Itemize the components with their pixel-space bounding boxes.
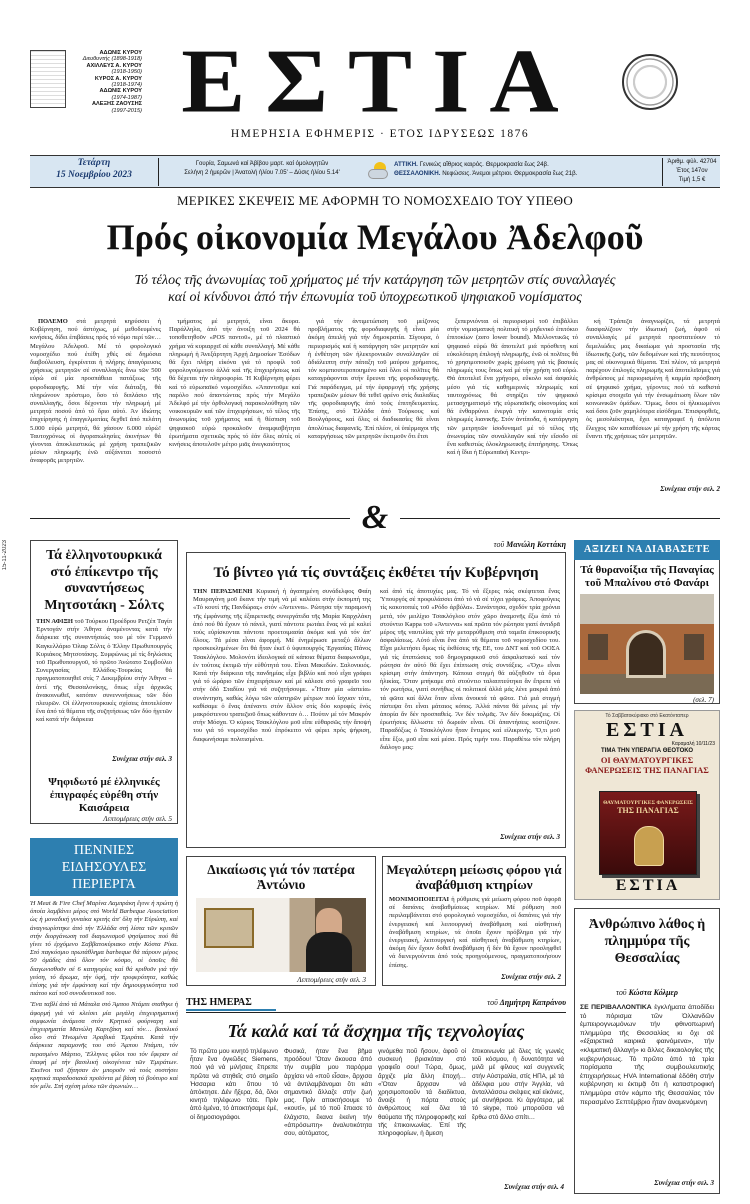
promo-book-title2: ΤΗΣ ΠΑΝΑΓΙΑΣ [617,806,679,815]
bottom-col-4: ἐπικοινωνία μέ ὅλες τίς γωνιές τοῦ κόσμου, ἡ δυνατότητα νά μιλᾶ μέ φίλους καί συγγενεῖς στήν Αὐστραλία, στίς ΗΠΑ, μέ τά ἀδέλφια μου στήν Άγγλία, νά ἀνταλλάσσω σκέψεις καί εἰκόνες, μέ συνήθρισα. Κι ἀργότερα, μέ τό skype, πού μποροῦσα νά ἔρθω στό ἄλλο σπίτι… [472,1048,564,1121]
left1-lead: ΤΗΝ ΑΦΙΞΗ [36,618,73,625]
bottom-section-label: ΤΗΣ ΗΜΕΡΑΣ [186,996,276,1011]
main-headline: Πρός οἰκονομία Μεγάλου Ἀδελφοῦ [106,217,644,257]
info-issue [664,158,720,185]
weather2-label: ΘΕΣΣΑΛΟΝΙΚΗ. [394,170,441,177]
main-col2-text: τμήματος μέ μετρητά, εἶναι ἄκυρα. Παράλληλα, ἀπό τήν ἀνοιξη τοῦ 2024 θά τοποθετηθοῦν «POS παντοῦ», μέ τό πλαστικό χρήμα νά κυριαρχεῖ σέ κάθε συναλλαγή. Μέ κάθε πληρωμή ἡ Άνεξάρτητη Άρχή Δημοσίων Έσόδων θά ἔχει πλήρη εἰκόνα γιά τό προφίλ τοῦ φορολογούμενου ἀλλά καί τῆς ἐπιχειρήσεως καί θά δέχεται τήν πληροφορία. Ἡ Κυβέρνηση φέρει καί τό εὐρωπαϊκό νομοσχέδιο. «Ἀπαντοῦμε καί παρόλο πού ἀπαντώντας πρός τήν Μεγάλο Ἀδελφό μέ τήν ὀρθολογική παρακολούθηση τῶν νοικοκυριῶν καί τῶν ἐπιχειρήσεων, τό τέλος τῆς ἀνωνυμίας τοῦ χρήματος καί ἡ θέσπιση τοῦ ψηφιακοῦ εὐρώ προκαλοῦν ἀναμφισβήτητα ἐρωτήματα σχετικῶς πρός τό ἐάν ὅλες αὐτές οἱ κινήσεις ἀποτελοῦν μέτρο μιᾶς ἀνεγκαιότητος [169,318,300,449]
founder-4-years: (1974-1987) [111,94,142,101]
founder-4: ΑΔΩΝΙΣ ΚΥΡΟΥ [99,88,142,95]
priest-photo [196,898,366,972]
left1-headline: Τά ἑλληνοτουρκικά στό ἐπίκεντρο τῆς συναντήσεως Μητσοτάκη - Σόλτς [44,548,164,613]
sun-text: Σελήνη 2 ἡμερῶν | Άνατολή ἡλίου 7.05' – Δύσις ἡλίου 5.14' [184,170,340,176]
center3-headline: Μεγαλύτερη μείωσις φόρου γιά ἀναβάθμιση κτηρίων [386,862,562,892]
right1-headline: Τά θυρανοίξια τῆς Παναγίας τοῦ Μπαλίνου στό Φανάρι [580,564,714,589]
main-col3-text: γιά τήν ἀντιμετώπιση τοῦ μείζονος προβλήματος τῆς φοροδιαφυγῆς ἤ εἶναι μία ἀκόμη ἀπειλή γιά τήν δημοκρατία. Σίγουρα, ὁ περιορισμός καί ἡ κατάργηση τῶν μετρητῶν καί ἡ ἐνθέτηση τῶν ἠλεκτρονικῶν συναλλαγῶν σέ ἀδιάλειπτη στήν πάταξη τοῦ μαύρου χρήματος, τόν κομπιουτεροποιημένο καί ὅλοι οἱ πολῖτες θά καταγράφονται στήν ἔρευνα τῆς φοροδιαφυγῆς. Γιά παράδειγμα, μέ τήν ἐφαρμογή τῆς χρήσης τραπεζικῶν μέσων θά τεθεῖ φρένο στίς διαλαδίες τῆς φοροδιαφυγῆς ἀπό τούς ἐπιτηδευματίες. Ἐπίσης, στό Ἐλλάδα ἀπό Τούρκους καί Βουλγάρους, καί ὅλες οἱ διαδικασίες θά εἶναι ἀπολύτως διαφανεῖς. Ἐπί πλέον, οἱ ὑπέρμαχοι τῆς καταργήσεως τῶν μετρητῶν ἐκτιμοῦν ὅτι ἔτσι [308,318,439,440]
right1-section-label: ΑΞΙΖΕΙ ΝΑ ΔΙΑΒΑΣΕΤΕ [574,540,720,560]
masthead-seal-icon [622,54,678,110]
center1-byline [186,540,566,549]
bottom-continue-link[interactable]: Συνέχεια στήν σελ. 4 [504,1183,564,1191]
center3-continue-link[interactable]: Συνέχεια στήν σελ. 2 [501,973,561,981]
info-date [34,157,154,181]
left1-text: τοῦ Τούρκου Προέδρου Ρετζέπ Ταγίπ Έρντογάν στήν Άθηνα ἀναμένοντας κατά τήν διάρκεια τῆς συναντήσεώς του μέ τόν Γερμανό Καγκελλάριο Όλαφ Σόλτς ὁ Έλλην Πρωθυπουργός Κυριάκος Μητσοτάκης. Συμφώνως μέ τίς δηλώσεις τοῦ Πρωθυπουργοῦ, τό πρῶτο Άνώτατο Συμβούλιο Συνεργασίας Ελλάδος-Τουρκίας θά πραγματοποιηθεῖ στίς 7 Δεκεμβρίου στήν Άθηνα – ἀντί τῆς Θεσσαλονίκης, ὅπως εἶχε ἀρχικῶς ἀνακοινωθεῖ, κατόπιν συνεννοήσεως τῶν δύο πλευρῶν. Οἱ ἑλληνοτουρκικές σχέσεις ἀποτελέσαν ἕνα ἀπό τά θέματα τῆς συζητήσεως τῶν δύο ἡγετῶν καί κατά τήν διάρκεια [36,618,172,724]
bottom-col-1: Τό πρῶτο μου κινητό τηλέφωνο ἦταν ἕνα ὀγκῶδες Siemens, πού γιά νά μιλήσεις ἔπρεπε πρῶτα νά στηθεῖς στό σημεῖο Ἡσσαρια κάτι ὅπου τό ἀπόκτησε. Δέν ἤξερα, δά, ὅλοι κινητό τηλέφωνο τότε. Πρίν ἀπό ἐμένα, τό ἀποκτήσαμε ἐμέ, οἱ δημοσιογράφοι. [190,1048,278,1121]
bottom-author: Δημήτρη Καπράνου [499,998,566,1007]
center1-col-1 [193,588,371,838]
founder-3-years: (1918-1974) [111,82,142,89]
promo-tag: Τό Σαββατοκύριακο στό Εκατόνταπερ [605,713,689,719]
founder-1: ΑΔΩΝΙΣ ΚΥΡΟΥ [99,50,142,56]
right2-author-prefix: τοῦ [616,988,627,997]
left2-continue-link[interactable]: Λεπτομέρειες στήν σελ. 5 [103,815,172,823]
promo-line2: ΟΙ ΘΑΥΜΑΤΟΥΡΓΙΚΕΣ ΦΑΝΕΡΩΣΕΙΣ ΤΗΣ ΠΑΝΑΓΙΑΣ [585,755,709,775]
info-day: Τετάρτη [77,158,111,168]
issue-year: Έτος 147ον [676,168,708,174]
weather1-label: ΑΤΤΙΚΗ. [394,161,418,168]
center1-headline: Τό βίντεο γιά τίς συντάξεις ἐκθέτει τήν Κυβέρνηση [213,565,539,581]
weather1-text: Γενικώς αἴθριος καιρός. Θερμοκρασία ἕως 24β. [419,161,549,168]
center1-col1-text: Κυριακή ἡ ἀγαπημένη συνάδελφος Φαίη Μαυραγάνη μοῦ ἔκανε τήν τιμή νά μέ καλέσει στήν ἐκπομπή της «Τό κουτί τῆς Πανδώρας» στόν «Άντεννα». Ρώτησα τήν παραμονή τῆς ἐμφάνισης τῆς ἐξαιρετικῆς συνεργάτιδα τῆς Μαρία Καρχιλάκη ἀπό πού θά ἔχουν τό πάνελ, γιατί πάντοτε ρωτάει ἔνας νά μέ καλεί τούς εὑρίσκονται πάντοτε προετοιμασία ἀκόμα καί γιά τόν ἀπ' ὅλους. Τά μέσα εἶναι ἀφορμή. Μέ ἐνημέρωσε μεταξύ ἄλλων προσκεκλημένων ὅτι θά ἦταν ἐκεῖ ὁ ὑφυπουργός Ἐργασίας Πάνος Τσακλόγλου. Μολονότι ἰδεολογικά σέ κάποια θέματα διαφωνοῦμε, ἐν τούτοις ἐκτιμῶ τήν εὐθύτητά του. Εἶναι Μακεδών. Σαλονικιός. Κατά τήν διάρκεια τῆς πανδημίας εἶχε βιβλίο καί πού εἶχα γράφει γιά τό ὡράριο τῶν ἐπιχειρήσεων καί μέ κάλεσε στό γραφεῖο του στήν ὁδό Σταδίου γιά νά συζητήσουμε. «Ἦταν μία «ἀστεία» συνάντηση, καθώς λόγω τῶν αὐστηρῶν μέτρων πού ἴσχυαν τότε, καθίσαμε ὁ ἕνας ἀπέναντι στόν ἄλλον στίς δύο κορυφές ἑνός μακρόστενου τραπεζιοῦ ὅπως κάθονταν ὁ… Πούτιν μέ τόν Μακρόν στήν Μόσχα. Ὁ κύριος Τσακλόγλου μοῦ εἶπε εὐθαρσῶς τήν ἄποψή του γιά τό νομοσχέδιο πού ἐπρόκειτο νά φέρει πρός ψήφιση, διαφωνήσαμε πολιτισμένα. [193,588,371,743]
left3-item-2: Ἕνα ταβλί ἀπό τά Μάταλα στό Άμπου Ντάμπι σταθηκε ἡ ἀφορμή γιά νά κλείσει μία μεγάλη ἐπιχειρηματική συμφωνία ἀνάμεσα στόν Κρητικό φούρναρη καί ἐπιχειρηματία Μανώλη Καρτζάκη καί τόν… βασιλικό οἶκο στά Ἡνωμένα Άραβικά Ἐμιράτα. Κατά τήν διάρκεια παραμονῆς του στό Άμπου Ντάμπι, τόν περασμένο Μάρτιο, Ἕλληνες φίλοι του τόν ἔφεραν σέ ἐπαφή μέ τήν βασιλική οἰκογένεια τῶν Ἐμιράτων. Ἐκεῖνοι τοῦ ζήτησαν ἀν μποροῦν νά τούς συστήσει κρητικά παραδοσιακά προϊόντα μέ βάση τό βούτυρο καί τόν μέλι. Στή σχέση μέσω τῶν ἀγωνιών… [30,1001,178,1091]
bottom-col-3: γινόμεθα ποῦ ἤσουν, ἀφοῦ οἱ συσκευή βρισκόταν στό γραφεῖο σου! Τώρα, ὅμως, ἄρχιζε μία ἄλλη ἐποχή… «Ὅταν ἄρχισαν νά χρησιμοποιοῦν τά διαδίκτυα, ἄνοιξε ἡ πόρτα στούς ἀνθρώπους καί ὅλα τά θαύματα τῆς πληροφορικῆς καί τῆς ἐπικοινωνίας. Ἐπί τῆς πληροφορίων, ἡ ἄμεση [378,1048,466,1138]
bottom-col-2: Φυσικά, ἦταν ἕνα βῆμα προόδου! Ὅταν ἄκουσα ἀπό τήν συμβία μου παρόρμα ἀρχίσει νά «ποῦ εἶσαι», ἄρχισα νά ἀντιλαμβάνομαι ὅτι κάτι σημαντικό ἄλλαζε στήν ζωή μας. Πρίν αποκτήσουμε τό «κουτί», μέ τό ποῦ ἔπιασε τό ἐλάχιστο, ἔκανα ἐκείνη τήν «ἀπρόσωπη» ἀναλυτικότητα σου, αὐτόματος, [284,1048,372,1138]
bottom-headline: Τά καλά καί τά ἄσχημα τῆς τεχνολογίας [227,1021,525,1041]
promo-masthead: ΕΣΤΙΑ [606,719,688,741]
center1-continue-link[interactable]: Συνέχεια στήν σελ. 3 [500,833,560,841]
center3-text: ἡ ρύθμισις γιά μείωση φόρου ποῦ ἀφορᾶ σέ δαπάνες ἀναβαθμίσεως κτηρίων. Μέ ρύθμιση ποῦ περιλαμβάνεται στό φορολογικό νομοσχέδιο, οἱ δαπάνες γιά τήν ἐνεργειακή καί λειτουργική ἀναβάθμιση καί αἰσθητική ἀναβάθμιση κτηρίων, τά ὁποῖα ἔχουν πρόβλημα γιά τήν ἐνεργειακή, λειτουργική καί αἰσθητική ἀναβάθμιση κτηρίων, ἀκόμη δέν ἔχουν δοθεῖ ἀναβάθμιση ἤ δέν θά ἔχουν προσληφθεῖ νά διενεργούνται ἀπό τούς προηγούμενους, πραγματοποιήσουν ἐπίσης. [389,896,561,968]
main-col-3 [308,318,439,490]
info-full-date: 15 Νοεμβρίου 2023 [56,170,132,180]
issue-number: Άριθμ. φύλ. 42704 [667,159,717,165]
left1-continue-link[interactable]: Συνέχεια στήν σελ. 3 [112,755,172,763]
center1-lead: ΤΗΝ ΠΕΡΑΣΜΕΝΗ [193,588,253,595]
issue-price: Τιμή 1,5 € [678,177,706,183]
promo-line1: ΤΙΜΑ ΤΗΝ ΥΠΕΡΑΓΙΑ ΘΕΟΤΟΚΟ [600,748,693,754]
center1-col2-text: καί ἀπό τίς ἀποτυχίες μας. Τό νά ἔξερες πώς σκέφτεται ἕνας Ὑπουργός σέ προφυλάσσει ἀπό τό νά σέ τύχει γράφεις. Ἀποφεύγεις τίς κακοτοπιές τοῦ «Ρόδο ἀρβύλα». Συνάντησα, σχεδόν τρία χρόνια μετά, τόν μειλίχιο Τσακλόγλου στόν χῶρο ἀναμονῆς ἕξω ἀπό τό στούντιο Κappa τοῦ «Άντεννα» καί πρῶτα τόν ρώτησα γιατί ἀντιδρᾶ μέρος τῆς ναυτιλίας γιά τήν μεταρρύθμιση στά ταμεῖα ἐπικουρικῆς ἀσφαλίσεως. Αὐτό εἶναι ἕνα ἀπό τά θέματα τοῦ νομοσχεδίου του. Εἶχα μελετήσει ὅμως τίς ἐκθέσεις τῆς ΕΕ, του ΔΝΤ καί τοῦ ΟΟΣΑ γιά τίς ἐπιπτώσεις τοῦ δημογραφικοῦ στό ἀσφαλιστικό καί τόν ρώτησα ἀν αὐτό θά ἔχει ἐπίπτωση στίς συντάξεις. «Ὄχι» εἶναι κρίσιμη στήν ἀπάντηση. Κάποια στιγμή θά αὐξηθοῦν τά ὅρια ἡλικίας. Ὅταν μπήκαμε στό στούντιο ταλαιπτεύτηκα ἄν ἔπρεπε νά τόν ρωτήσω, γιατί συνήθως οἱ πολιτικοί ἀλλά μάς λένε μακριά ἀπό τά φῶτα καί ἄλλα ὅταν εἶναι ἀνοικτά τά φῶτα. Γιά μιά στιγμή πίστεψα ὅτι εἶναι μάταιος κόπος. Άλλά πάντα θά μένεις μέ τήν ἀπορία ἄν δέν προσπαθείς. Ἄν δέν τολμᾶς. Ἄν δέν δοκιμάζεις. Οἱ ἐρωτήσεις ἄλλωστε τό δωρεάν εἶναι. Οἱ ἀπαντήσεις κοστίζουν. Παραδόξως ὁ Τσακλόγλου ἦταν ἔντιμος καί εἰλικρινής. Ὅ,τι μοῦ εἶπε ἔξω, μοῦ εἶπε καί μέσα. Πρός τιμήν του. Παραθέτω τόν πλήρη διάλογο μας: [380,588,560,751]
founder-2-years: (1918-1950) [111,69,142,76]
left1-body [36,618,172,748]
right2-body [580,1004,714,1172]
main-col-4 [447,318,578,490]
left3-body [30,900,178,1194]
left3-section-header [30,838,178,896]
promo-book-cover [599,791,697,875]
main-deck-line2: καί οἱ κίνδυνοι ἀπό τήν ἐπωνυμία τοῦ ὑποχρεωτικοῦ ψηφιακοῦ νομίσματος [168,290,582,305]
main-col4-text: ξεπερνιόνται οἱ περιορισμοί τοῦ ἐπιβάλλει στήν νομισματική πολιτική τό μηδενικό ἐπιτόκιο ἐπιτοκίων (zero lower bound). Μελλοντικῶς τό ψηφιακό εὐρώ θά ἀποτελεῖ μιά πρόσθετη καί εὐκολότερη ἐπιλογή πληρωμῆς, ἐνῶ οἱ πολῖτες θά τό χρησιμοποιοῦν χωρίς χρέωση γιά τίς βασικές πληρωμές τους ὅπως καί μέ τήν χρήση τοῦ εὐρώ. Θά ἀποτελεῖ ἕνα χρήγορο, εὔκολο καί ἀσφαλές μέσο γιά τίς καθημερινές πληρωμές καί ταυτοχρόνως θά στηρίζει τόν ψηφιακό μετασχηματισμό τῆς εὐρωπαϊκῆς οἰκονομίας καί θά ἐνθαρρύνει ἐνεργά τήν καινοτομία στίς πληρωμές λιανικῆς. Στόν ἀντίποδα, ἡ κατάργηση τῶν μετρητῶν ἰσοδυναμεῖ μέ τό τέλος τῆς ἀνωνυμίας τῶν συναλλαγῶν καί τήν εἴσοδο σέ ἕνα καθεστώς ὁλοκληρωτικῆς ἐπιτήρησης. Ὅπως καί ἡ ἴδια ἡ Εὐρωπαϊκή Κεντρι- [447,318,578,457]
right2-byline [578,988,716,997]
church-photo [580,594,714,694]
right2-continue-link[interactable]: Συνέχεια στήν σελ. 3 [654,1179,714,1187]
right2-lead: ΣΕ ΠΕΡΙΒΑΛΛΟΝΤΙΚΑ [580,1004,652,1011]
right1-continue-link[interactable]: (σελ. 7) [693,696,714,704]
center2-continue-link[interactable]: Λεπτομέρειες στήν σελ. 3 [297,976,366,984]
founder-5-years: (1997-2015) [111,107,142,114]
promo-bottom-logo: ΕΣΤΙΑ [615,877,681,894]
promo-ad[interactable] [574,710,720,900]
left2-headline: Ψηφιδωτό μέ ἑλληνικές ἐπιγραφές εὑρέθη στήν Καισάρεια [48,776,160,814]
masthead-title: ΕΣΤΙΑ [181,29,579,132]
main-col-1 [30,318,161,490]
main-col-5 [586,318,720,480]
right2-author: Κώστα Κόλμερ [628,988,678,997]
main-continue-link[interactable]: Συνέχεια στήν σελ. 2 [660,485,720,493]
center3-lead: ΜΟΝΙΜΟΠΟΙΕΙΤΑΙ [389,896,450,903]
founder-1-years: Διευθυντής (1898-1918) [82,56,142,63]
main-deck [30,272,720,306]
founders-list [72,50,142,114]
founder-3: ΚΥΡΟΣ Α. ΚΥΡΟΥ [94,75,142,82]
masthead-subtitle: ΗΜΕΡΗΣΙΑ ΕΦΗΜΕΡΙΣ · ΕΤΟΣ ΙΔΡΥΣΕΩΣ 1876 [230,128,530,140]
saints-text: Γουρία, Σαμωνά καί Άβίβου μαρτ. καί όμολογητῶν [195,161,329,167]
promo-date: Καραμαλή 10/11/23 [671,741,715,747]
left3-headline: ΠΕΝΝΙΕΣ ΕΙΔΗΣΟΥΛΕΣ ΠΕΡΙΕΡΓΑ [61,843,147,892]
left3-item-1: Ἡ Meat & Fire Chef Μαρίνα Λαμπράκη ἔγινε ἡ πρώτη ἡ ὁποία λαμβάνει μέρος στό World Barbeque Association ὡς ἡ μοναδική γυναίκα κριτής ἀπ' ὅλη τήν Εὐρώπη, καί ἀναγνωρίστηκε ἀπό τήν Ἐλλάδα στή λίστα τῶν κριτῶν στήν διοργάνωση τοῦ διαγωνισμοῦ ψησίματος πού θά γίνει τό ἐρχόμενο Σαββατοκύριακο στήν Κόστα Ρίκα. Στό παγκόσμιο πρωτάθλημα barbeque θά πάρουν μέρος 50 ὁμάδες ἀπό ὅλον τόν κόσμο, οἱ ὁποῖες θά διαγωνισθοῦν σέ 6 κατηγορίες καί θά κριθοῦν γιά τήν γεύση, τό ἄρωμα, τήν ὑφή, τήν τρυφερότητα, καθώς ἐπίσης γιά τήν ἐμφάνιση καί τήν δημιουργικότητα τοῦ πιάτου καί τοῦ συνοδευτικοῦ του. [30,900,178,998]
center1-author-prefix: τοῦ [493,540,505,549]
founder-2: ΑΧΙΛΛΕΥΣ Α. ΚΥΡΟΥ [86,62,142,69]
side-date: 15-11-2023 [2,540,8,571]
info-weather [394,160,624,178]
founder-5: ΑΛΕΞΗΣ ΖΑΟΥΣΗΣ [91,101,142,108]
center3-body [389,896,561,968]
main-col-2 [169,318,300,490]
main-col1-text: στά μετρητά κηρύσσει ἡ Κυβέρνηση, πού ἀστόχως, μέ μεθοδευμένες κινήσεις, δίδει ἐπιβάσεις πρός τό νόμο περί τῶν… Μεγάλου Ἀδελφοῦ. Μέ τό φορολογικό νομοσχέδιο πού ἐτέθη χθές σέ δημόσια διαβούλευση, ἐγκρίνεται ἡ πλήρης ἀπαγόρευσις χρήσεως μετρητῶν σέ συναλλαγές ἄνω τῶν 500 εὐρώ σέ μία προσπάθεια πατάξεως τῆς φοροδιαφυγῆς. Μέ τήν νέα διάταξη, θά πληρώνουν πρόστιμο, ὅσο τό διπλάσιο τῆς συναλλαγῆς, ὅσοι δέχονται τήν πληρωμή μέ μετρητά ποσού ἀπό τό ὅριο αὐτό. Ἀν ἰδιώτης ἐπιχείρησης ἡ ἐπαγγελματίας δεχθεῖ ἀπό πελάτη 5.000 εὐρώ μετρητά, θά χάσουν 6.000 εὐρώ! Ταυτοχρόνως οἱ ἀγοραπωλησίες ἀκινήτων θά γίνονται ἀποκλειστικώς μέ χρήση τραπεζικῶν μέσων πληρωμῆς ἐνῶ αὐξάνεται ποσοστό ἀναφορᾶς μετρητῶν. [30,318,161,465]
masthead-left-emblem [30,50,66,108]
main-kicker: ΜΕΡΙΚΕΣ ΣΚΕΨΕΙΣ ΜΕ ΑΦΟΡΜΗ ΤΟ ΝΟΜΟΣΧΕΔΙΟ ΤΟΥ ΥΠΕΘΟ [176,193,574,208]
center1-author: Μανώλη Κοττάκη [506,540,566,549]
center2-headline: Δικαίωσις γιά τόν πατέρα Ἀντώνιο [207,862,355,892]
bottom-byline [330,998,566,1007]
main-deck-line1: Τό τέλος τῆς ἀνωνυμίας τοῦ χρήματος μέ τήν κατάργηση τῶν μετρητῶν στίς συναλλαγές [134,273,616,288]
center1-col-2 [380,588,560,826]
weather-icon [368,160,390,182]
bottom-author-prefix: τοῦ [487,998,498,1007]
right2-text: ἐγκλήματα ἀποδίδει τό πόρισμα τῶν Ὁλλανδῶν ἐμπειρογνωμόνων τήν φθινοπωρινή πλημμύρα τῆς Θεσσαλίας κι ὄχι σέ «ἐξαιρετικά καιρικά φαινόμενα», τήν «κλιματική ἀλλαγή» κι ἄλλες δικαιολογίες τῆς κυβερνήσεως. Τό πρῶτο ἀπό τά τρία πορίσματα τῆς συμβουλευτικής ἐπιχειρήσεως HVA International ἐδόθη στήν κυβέρνηση κι ἐκτιμᾷ ὅτι ἡ καταστροφική πλημμύρα στόν κάμπο τῆς Θεσσαλίας τόν περασμένο Σεπτέμβριο ἦταν ἀναμενόμενη [580,1004,714,1106]
ampersand-divider: & [361,499,389,536]
promo-book-title1: ΘΑΥΜΑΤΟΥΡΓΙΚΕΣ ΦΑΝΕΡΩΣΕΙΣ [603,800,693,806]
right2-headline: Ἀνθρώπινο λάθος ἡ πλημμύρα τῆς Θεσσαλίας [588,917,706,966]
info-saints [162,160,362,178]
main-lead: ΠΟΛΕΜΟ [38,318,68,325]
weather2-text: Νεφώσεις. Άνεμοι μέτριοι. Θερμοκρασία ἕως 21β. [442,170,578,177]
masthead [0,0,750,150]
main-col5-text: κή Τράπεζα ἀναγνωρίζει, τά μετρητά διασφαλίζουν τήν ἰδιωτική ζωή, ἀφοῦ οἱ συναλλαγές μέ μετρητά προστατεύουν τό δεμελιώδες μας δικαίωμα γιά προστασία τῆς ἰδιωτικῆς ζωῆς, τῶν δεδομένων καί τῆς πευτότητος μας σέ οἰκονομικά θέματα. Ἐπί πλέον, τά μετρητά παρέχουν ἐπιλογές πληρωμῆς καί ἀποτελεῖσμες γιά ἀνθρώπους μέ περιορισμένη ἤ καμμία πρόσβαση σέ ψηφιακό χρήμα, γέροντες πού τά καθιστά κρίσιμα στοιχεῖα γιά τήν ἐνσωμάτωση ὅλων τῶν κοινωνικῶν ὁμάδων. Ὅμως, ὅσοι οἱ ἠλικιωμένοι καί ὅσοι ζοῦν χαμηλότερα εἰσόδημα. Ἐπισφορθεῖς, ὁς μεσολιέκτηκα, ἔχει καταγραφεῖ ἡ ἀπόλυτα ἔλεγχος τῶν καταθέσεων μέ τήν χρήση τῆς κάρτας ἔναντι τῆς χρήσεως τῶν μετρητῶν. [586,318,720,440]
